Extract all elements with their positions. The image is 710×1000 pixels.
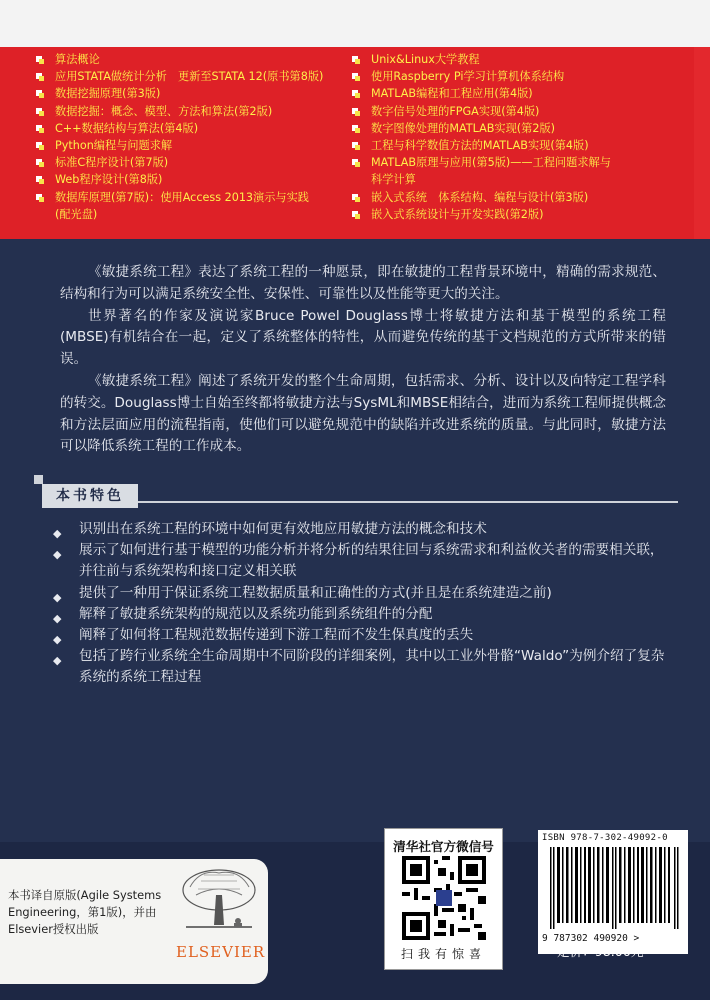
bullet-icon: [36, 176, 42, 182]
feature-item: ◆ 识别出在系统工程的环境中如何更有效地应用敏捷方法的概念和技术: [52, 519, 672, 540]
wechat-title: 清华社官方微信号: [393, 839, 494, 854]
list-item: MATLAB原理与应用(第5版)——工程问题求解与: [350, 154, 680, 171]
barcode-icon: [548, 847, 680, 929]
list-item: 数字信号处理的FPGA实现(第4版): [350, 103, 680, 120]
bullet-icon: [352, 159, 358, 165]
wechat-footer: 扫我有惊喜: [400, 947, 486, 961]
features-heading-label: 本书特色: [42, 484, 138, 508]
feature-item: ◆ 包括了跨行业系统全生命周期中不同阶段的详细案例，其中以工业外骨骼“Waldo”为例介绍了复杂系统的系统工程过程: [53, 648, 665, 686]
diamond-bullet-icon: ◆: [53, 611, 62, 625]
bullet-icon: [36, 159, 42, 165]
feature-item: ◆ 阐释了如何将工程规范数据传递到下游工程而不发生保真度的丢失: [52, 625, 672, 646]
list-item: 算法概论: [34, 51, 354, 68]
top-strip: [0, 0, 710, 47]
list-item-continuation: 科学计算: [371, 173, 416, 187]
bullet-icon: [36, 194, 42, 200]
description-paragraph: 《敏捷系统工程》阐述了系统开发的整个生命周期，包括需求、分析、设计以及向特定工程学科的转交。Douglass博士自始至终都将敏捷方法与SysML和MBSE相结合，进而为系统工程师提供概念和方法层面应用的流程指南，使他们可以避免规范中的缺陷并改进系统的质量。与此同时，敏捷方法可以降低系统工程的工作成本。: [60, 372, 666, 455]
translation-note: 本书译自原版(Agile Systems Engineering，第1版)，并由 Elsevier授权出版: [8, 888, 162, 936]
bullet-icon: [36, 142, 42, 148]
diamond-bullet-icon: ◆: [53, 548, 62, 562]
price-label: 定价：98.00元: [557, 944, 644, 959]
barcode-digits: 9 787302 490920 >: [542, 933, 640, 944]
bullet-icon: [352, 142, 358, 148]
list-item: 嵌入式系统 体系结构、编程与设计(第3版): [350, 189, 680, 206]
bullet-icon: [36, 73, 42, 79]
bullet-icon: [352, 211, 358, 217]
bullet-icon: [352, 194, 358, 200]
list-item: 工程与科学数值方法的MATLAB实现(第4版): [350, 137, 680, 154]
feature-item: ◆ 解释了敏捷系统架构的规范以及系统功能到系统组件的分配: [52, 604, 672, 625]
diamond-bullet-icon: ◆: [53, 654, 62, 668]
elsevier-tree-logo-icon: [176, 865, 262, 935]
feature-item: ◆ 提供了一种用于保证系统工程数据质量和正确性的方式(并且是在系统建造之前): [52, 583, 672, 604]
list-item: 数据库原理(第7版)：使用Access 2013演示与实践: [34, 189, 354, 206]
wechat-qr-card: [384, 828, 503, 970]
list-item: 数据挖掘：概念、模型、方法和算法(第2版): [34, 103, 354, 120]
features-list: [52, 519, 672, 689]
list-item: 嵌入式系统设计与开发实践(第2版): [350, 206, 680, 223]
corner-square-icon: [34, 475, 43, 484]
series-list-left: [34, 51, 354, 223]
bullet-icon: [352, 108, 358, 114]
list-item: Web程序设计(第8版): [34, 171, 354, 188]
list-item: MATLAB编程和工程应用(第4版): [350, 85, 680, 102]
elsevier-logo-text: ELSEVIER: [176, 943, 266, 961]
bullet-icon: [36, 56, 42, 62]
diamond-bullet-icon: ◆: [53, 633, 62, 647]
qr-code-icon: [402, 856, 486, 940]
bullet-icon: [352, 125, 358, 131]
list-item: 数据挖掘原理(第3版): [34, 85, 354, 102]
bullet-icon: [36, 125, 42, 131]
features-heading: [42, 482, 666, 508]
publisher-box: [0, 859, 268, 984]
series-list-right: [350, 51, 680, 223]
bullet-icon: [352, 73, 358, 79]
description-paragraph: 世界著名的作家及演说家Bruce Powel Douglass博士将敏捷方法和基于模型的系统工程(MBSE)有机结合在一起，定义了系统整体的特性，从而避免传统的基于文档规范的方式所带来的错误。: [60, 307, 666, 368]
isbn-text: ISBN 978-7-302-49092-0: [542, 833, 668, 843]
list-item: 应用STATA做统计分析 更新至STATA 12(原书第8版): [34, 68, 354, 85]
diamond-bullet-icon: ◆: [53, 590, 62, 604]
bullet-icon: [352, 56, 358, 62]
bullet-icon: [36, 108, 42, 114]
list-item: 数字图像处理的MATLAB实现(第2版): [350, 120, 680, 137]
list-item: 标准C程序设计(第7版): [34, 154, 354, 171]
feature-item: ◆ 展示了如何进行基于模型的功能分析并将分析的结果往回与系统需求和利益攸关者的需要相关联，并往前与系统架构和接口定义相关联: [53, 542, 664, 580]
list-item: Unix&Linux大学教程: [350, 51, 680, 68]
edge-tab: [694, 47, 710, 239]
book-description: [60, 262, 666, 458]
isbn-barcode-box: [538, 830, 688, 954]
description-paragraph: 《敏捷系统工程》表达了系统工程的一种愿景，即在敏捷的工程背景环境中，精确的需求规范、结构和行为可以满足系统安全性、安保性、可靠性以及性能等更大的关注。: [60, 264, 666, 302]
list-item-continuation: (配光盘): [55, 207, 98, 221]
bullet-icon: [352, 90, 358, 96]
list-item: 使用Raspberry Pi学习计算机体系结构: [350, 68, 680, 85]
list-item: Python编程与问题求解: [34, 137, 354, 154]
list-item: C++数据结构与算法(第4版): [34, 120, 354, 137]
heading-rule: [138, 501, 678, 503]
bullet-icon: [36, 90, 42, 96]
diamond-bullet-icon: ◆: [53, 527, 62, 540]
